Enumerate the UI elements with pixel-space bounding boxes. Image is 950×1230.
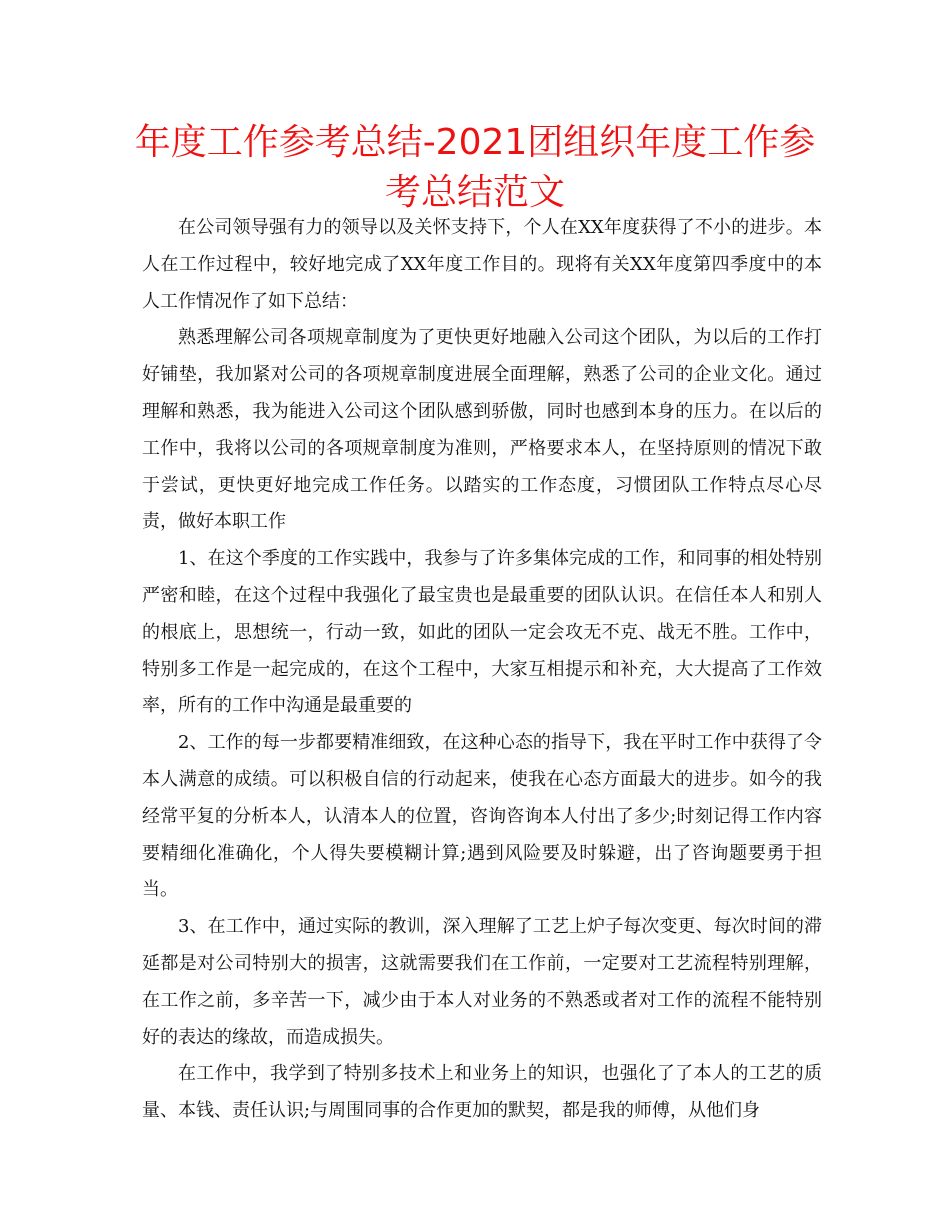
paragraph-point-3: 3、在工作中，通过实际的教训，深入理解了工艺上炉子每次变更、每次时间的滞延都是对公司特别大的损害，这就需要我们在工作前，一定要对工艺流程特别理解，在工作之前，多辛苦一下，减少由于本人对业务的不熟悉或者对工作的流程不能特别好的表达的缘故，而造成损失。 [142,916,822,1048]
paragraph-rules: 熟悉理解公司各项规章制度为了更快更好地融入公司这个团队，为以后的工作打好铺垫，我加紧对公司的各项规章制度进展全面理解，熟悉了公司的企业文化。通过理解和熟悉，我为能进入公司这个团队感到骄傲，同时也感到本身的压力。在以后的工作中，我将以公司的各项规章制度为准则，严格要求本人，在坚持原则的情况下敢于尝试，更快更好地完成工作任务。以踏实的工作态度，习惯团队工作特点尽心尽责，做好本职工作 [142,327,822,533]
paragraph-closing: 在工作中，我学到了特别多技术上和业务上的知识，也强化了了本人的工艺的质量、本钱、责任认识;与周围同事的合作更加的默契，都是我的师傅，从他们身 [142,1063,822,1122]
paragraph-point-2: 2、工作的每一步都要精准细致，在这种心态的指导下，我在平时工作中获得了令本人满意的成绩。可以积极自信的行动起来，使我在心态方面最大的进步。如今的我经常平复的分析本人，认清本人的位置，咨询咨询本人付出了多少;时刻记得工作内容要精细化准确化，个人得失要模糊计算;遇到风险要及时躲避，出了咨询题要勇于担当。 [142,732,822,901]
paragraph-point-1: 1、在这个季度的工作实践中，我参与了许多集体完成的工作，和同事的相处特别严密和睦，在这个过程中我强化了最宝贵也是最重要的团队认识。在信任本人和别人的根底上，思想统一，行动一致，如此的团队一定会攻无不克、战无不胜。工作中，特别多工作是一起完成的，在这个工程中，大家互相提示和补充，大大提高了工作效率，所有的工作中沟通是最重要的 [142,548,822,717]
document-body [142,210,822,1130]
paragraph-intro: 在公司领导强有力的领导以及关怀支持下，个人在XX年度获得了不小的进步。本人在工作过程中，较好地完成了XX年度工作目的。现将有关XX年度第四季度中的本人工作情况作了如下总结： [142,217,822,312]
document-title: 年度工作参考总结-2021团组织年度工作参考总结范文 [134,122,816,213]
